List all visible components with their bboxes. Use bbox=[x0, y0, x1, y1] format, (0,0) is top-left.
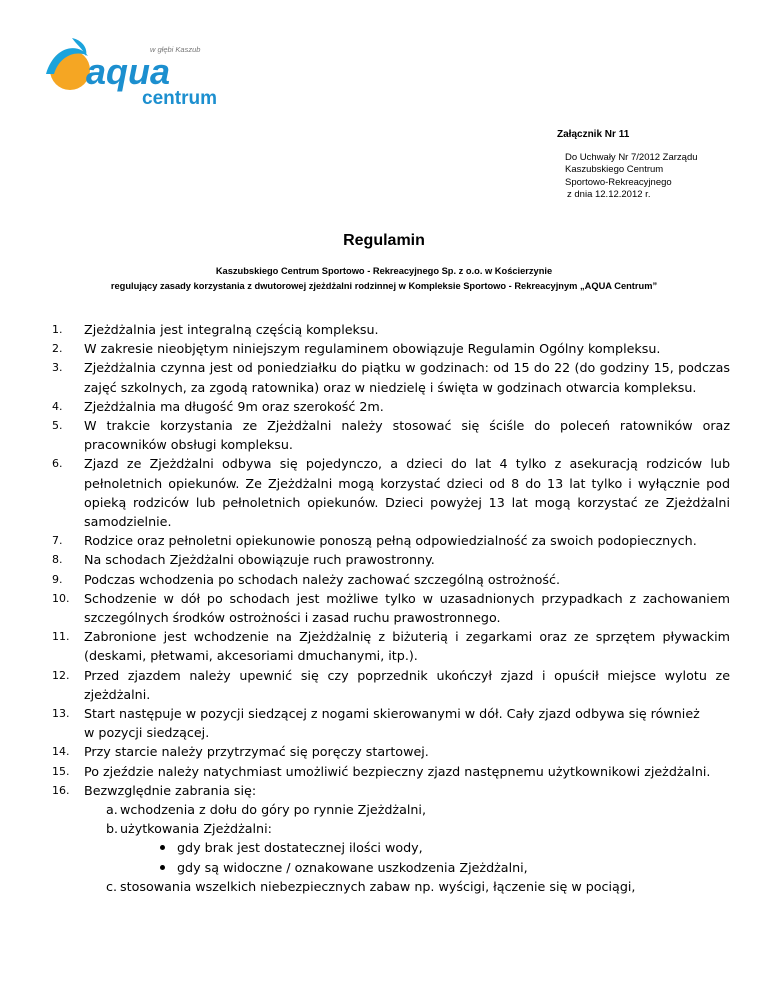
attachment-note bbox=[557, 129, 747, 202]
rule-number: 1. bbox=[52, 323, 63, 336]
rule-text: Start następuje w pozycji siedzącej z nogami skierowanymi w dół. Cały zjazd odbywa się również bbox=[84, 706, 700, 722]
bullet-item bbox=[120, 838, 730, 857]
rule-item bbox=[52, 550, 730, 569]
rule-number: 10. bbox=[52, 591, 70, 605]
bullet-icon bbox=[160, 845, 165, 850]
prohibition-letter: c. bbox=[106, 878, 118, 894]
rule-number: 4. bbox=[52, 399, 63, 413]
bullet-text: gdy brak jest dostatecznej ilości wody, bbox=[177, 840, 423, 856]
rule-item bbox=[52, 454, 730, 531]
rule-item bbox=[52, 627, 730, 665]
attachment-date: z dnia 12.12.2012 r. bbox=[567, 189, 651, 200]
rule-text: Zjazd ze Zjeżdżalni odbywa się pojedynczo, a dzieci do lat 4 tylko z asekuracją rodziców lub pełnoletnich opiekunów. Ze Zjeżdżalni mogą korzystać dzieci od 8 do 13 lat tylko i wyłącznie pod opieką rodziców lub pełnoletnich opiekunów. Dzieci powyżej 13 lat mogą korzystać ze Zjeżdżalni samodzielnie. bbox=[84, 456, 730, 530]
prohibition-text: stosowania wszelkich niebezpiecznych zabaw np. wyścigi, łączenie się w pociągi, bbox=[120, 878, 636, 894]
prohibition-letter: a. bbox=[106, 802, 118, 818]
rule-number: 12. bbox=[52, 668, 70, 682]
prohibition-text: wchodzenia z dołu do góry po rynnie Zjeżdżalni, bbox=[120, 802, 426, 818]
subtitle-line-1: Kaszubskiego Centrum Sportowo - Rekreacyjnego Sp. z o.o. w Kościerzynie bbox=[215, 266, 553, 276]
rule-number: 13. bbox=[52, 707, 70, 721]
rule-item bbox=[52, 320, 730, 339]
rule-text: Zabronione jest wchodzenie na Zjeżdżalnię z biżuterią i zegarkami oraz ze sprzętem pływackim (deskami, płetwami, akcesoriami dmuchanymi, itp.). bbox=[84, 629, 730, 664]
rule-text-continuation: w pozycji siedzącej. bbox=[84, 725, 210, 741]
rule-text: Podczas wchodzenia po schodach należy zachować szczególną ostrożność. bbox=[84, 571, 560, 587]
logo-tagline: w głębi Kaszub bbox=[150, 45, 201, 54]
rule-item bbox=[52, 781, 730, 896]
logo-brand-sub: centrum bbox=[142, 88, 217, 109]
rule-number: 7. bbox=[52, 534, 63, 548]
rule-item bbox=[52, 589, 730, 627]
rule-number: 9. bbox=[52, 572, 63, 586]
rule-number: 5. bbox=[52, 419, 63, 433]
rule-item bbox=[52, 762, 730, 781]
rule-item bbox=[52, 704, 730, 742]
rule-number: 15. bbox=[52, 764, 70, 778]
prohibition-item bbox=[84, 877, 730, 896]
logo-graphic bbox=[42, 34, 242, 114]
rule-item bbox=[52, 742, 730, 761]
attachment-title: Załącznik Nr 11 bbox=[557, 129, 630, 140]
rule-item bbox=[52, 358, 730, 396]
prohibition-letter: b. bbox=[106, 821, 119, 837]
rule-item bbox=[52, 666, 730, 704]
rule-number: 11. bbox=[52, 630, 70, 644]
rule-text: Rodzice oraz pełnoletni opiekunowie ponoszą pełną odpowiedzialność za swoich podopiecznych. bbox=[84, 533, 697, 549]
rule-number: 2. bbox=[52, 342, 63, 356]
rule-item bbox=[52, 397, 730, 416]
rule-item bbox=[52, 570, 730, 589]
rule-number: 16. bbox=[52, 783, 70, 797]
rule-text: Bezwzględnie zabrania się: bbox=[84, 782, 257, 798]
subtitle-line-2: regulujący zasady korzystania z dwutorowej zjeżdżalni rodzinnej w Kompleksie Sportowo - Rekreacyjnym „AQUA Centrum” bbox=[110, 281, 658, 291]
rule-text: Schodzenie w dół po schodach jest możliwe tylko w uzasadnionych przypadkach z zachowaniem szczególnych środków ostrożności i zasad ruchu prawostronnego. bbox=[84, 590, 730, 626]
rule-text: W zakresie nieobjętym niniejszym regulaminem obowiązuje Regulamin Ogólny kompleksu. bbox=[84, 341, 661, 357]
attachment-line: Sportowo-Rekreacyjnego bbox=[565, 176, 672, 188]
rule-text: Na schodach Zjeżdżalni obowiązuje ruch prawostronny. bbox=[84, 552, 435, 568]
rule-number: 14. bbox=[52, 745, 70, 759]
prohibition-item bbox=[84, 819, 730, 877]
rule-text: Zjeżdżalnia jest integralną częścią kompleksu. bbox=[84, 322, 379, 337]
rules-list bbox=[52, 320, 730, 896]
rule-text: Zjeżdżalnia ma długość 9m oraz szerokość 2m. bbox=[84, 398, 384, 414]
attachment-line: Kaszubskiego Centrum bbox=[565, 164, 664, 175]
rule-text: Zjeżdżalnia czynna jest od poniedziałku do piątku w godzinach: od 15 do 22 (do godziny 15, podczas zajęć szkolnych, za zgodą ratownika) oraz w niedzielę i święta w godzinach otwarcia kompleksu. bbox=[84, 360, 730, 395]
aqua-centrum-logo bbox=[42, 34, 242, 114]
bullet-icon bbox=[160, 865, 165, 870]
rule-number: 3. bbox=[52, 361, 63, 375]
attachment-line: Do Uchwały Nr 7/2012 Zarządu bbox=[565, 151, 698, 163]
rule-text: W trakcie korzystania ze Zjeżdżalni należy stosować się ściśle do poleceń ratowników oraz pracowników obsługi kompleksu. bbox=[84, 418, 730, 453]
rule-item bbox=[52, 339, 730, 358]
rule-text: Przed zjazdem należy upewnić się czy poprzednik ukończył zjazd i opuścił miejsce wylotu ze zjeżdżalni. bbox=[84, 667, 730, 702]
document-subtitle bbox=[0, 264, 768, 294]
rule-text: Przy starcie należy przytrzymać się poręczy startowej. bbox=[84, 744, 429, 760]
bullet-item bbox=[120, 858, 730, 877]
document-title: Regulamin bbox=[343, 232, 425, 249]
rule-item bbox=[52, 531, 730, 550]
prohibition-bullets bbox=[120, 838, 730, 876]
rule-number: 6. bbox=[52, 457, 63, 471]
prohibition-item bbox=[84, 800, 730, 819]
prohibition-text: użytkowania Zjeżdżalni: bbox=[120, 821, 272, 837]
rule-number: 8. bbox=[52, 553, 63, 567]
bullet-text: gdy są widoczne / oznakowane uszkodzenia Zjeżdżalni, bbox=[177, 859, 528, 875]
prohibitions-list bbox=[84, 800, 730, 896]
rule-item bbox=[52, 416, 730, 454]
rule-text: Po zjeździe należy natychmiast umożliwić bezpieczny zjazd następnemu użytkownikowi zjeżdżalni. bbox=[84, 763, 711, 779]
logo-brand-main: aqua bbox=[86, 51, 171, 92]
